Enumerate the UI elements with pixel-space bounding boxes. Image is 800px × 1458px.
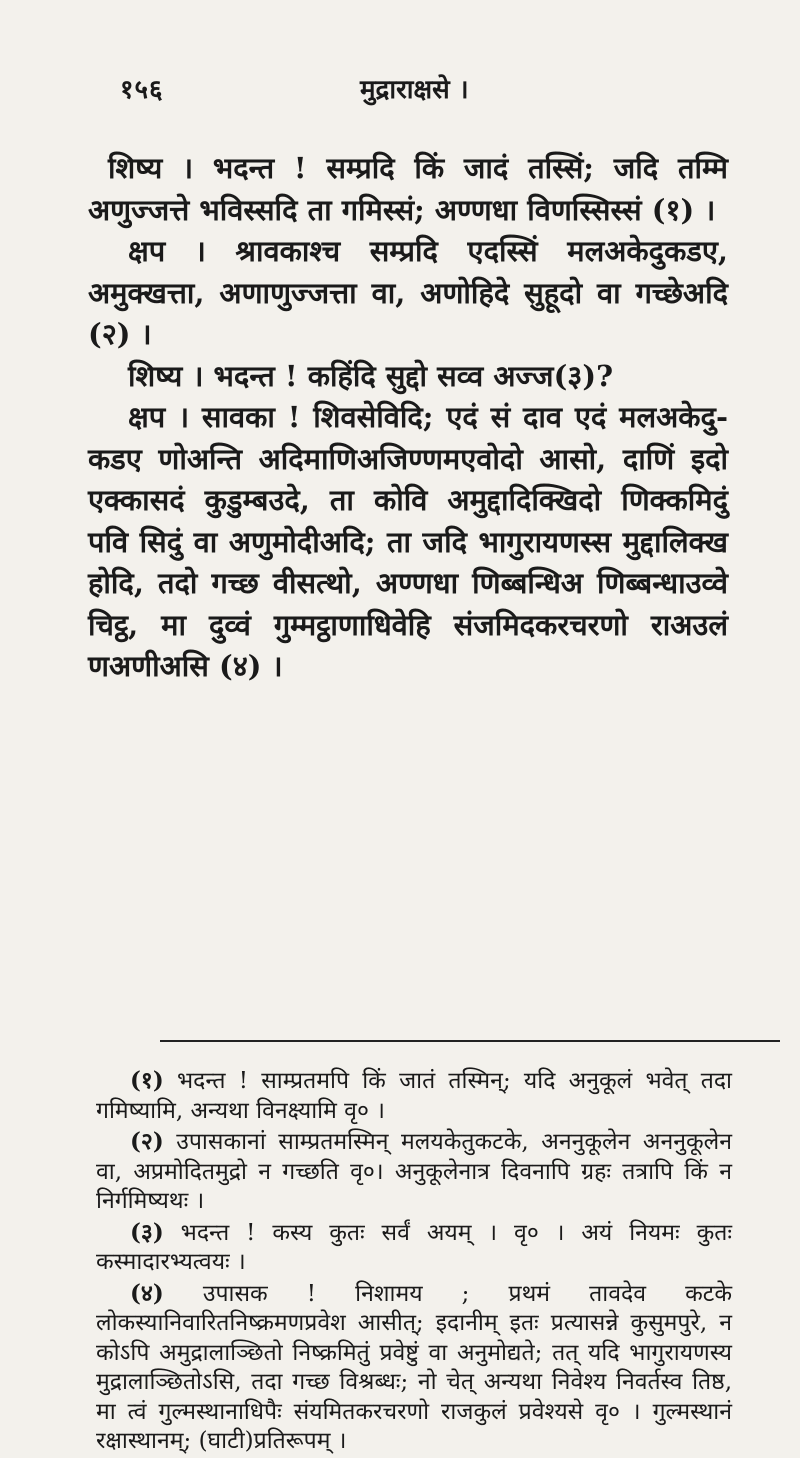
dialogue-paragraph: शिष्य । भदन्त ! कहिंदि सुद्दो सव्व अज्ज(३)? bbox=[128, 358, 614, 393]
page-header bbox=[0, 70, 800, 110]
footnote-mark: (२) bbox=[130, 1128, 164, 1155]
footnote-divider bbox=[160, 1040, 780, 1042]
footnote bbox=[96, 1127, 732, 1217]
footnote-text: भदन्त ! कस्य कुतः सर्वं अयम् । वृ० । अयं नियमः कुतः कस्मादारभ्यत्वयः । bbox=[96, 1219, 733, 1275]
footnote-text: उपासक ! निशामय ; प्रथमं तावदेव कटके लोकस्यानिवारितनिष्क्रमणप्रवेश आसीत्; इदानीम् इतः प्रत्यासन्ने कुसुमपुरे, न कोऽपि अमुद्रालाञ्छितो निष्क्रमितुं प्रवेष्टुं वा अनुमोद्यते; तत् यदि भागुरायणस्य मुद्रालाञ्छितोऽसि, तदा गच्छ विश्रब्धः; नो चेत् अन्यथा निवेश्य निवर्तस्व तिष्ठ, मा त्वं गुल्मस्थानाधिपैः संयमितकरचरणो राजकुलं प्रवेश्यसे वृ० । गुल्मस्थानं रक्षास्थानम्; (घाटी)प्रतिरूपम् । bbox=[96, 1280, 733, 1454]
footnote-mark: (१) bbox=[130, 1067, 164, 1094]
footnote bbox=[96, 1279, 732, 1457]
footnote-text: उपासकानां साम्प्रतमस्मिन् मलयकेतुकटके, अननुकूलेन अननुकूलेन वा, अप्रमोदितमुद्रो न गच्छति वृ०। अनुकूलेनात्र दिवनापि ग्रहः तत्रापि किं न निर्गमिष्यथः । bbox=[96, 1129, 733, 1214]
footnotes bbox=[96, 1066, 732, 1458]
main-text bbox=[88, 148, 728, 688]
footnote bbox=[96, 1066, 732, 1126]
footnote-mark: (३) bbox=[130, 1218, 164, 1246]
page-number: १५६ bbox=[120, 75, 164, 105]
footnote bbox=[96, 1218, 732, 1278]
footnote-mark: (४) bbox=[130, 1279, 164, 1307]
dialogue-paragraph: क्षप । सावका ! शिवसेविदि; एदं सं दाव एदं मलअकेदु-कडए णोअन्ति अदिमाणिअजिण्णमएवोदो आसो, दाणिं इदो एक्कासदं कुडुम्बउदे, ता कोवि अमुद्दादिक्खिदो णिक्कमिदुं पवि सिदुं वा अणुमोदीअदि; ता जदि भागुरायणस्स मुद्दालिक्ख होदि, तदो गच्छ वीसत्थो, अण्णधा णिब्बन्धिअ णिब्बन्धाउव्वे चिट्ठ, मा दुव्वं गुम्मट्ठाणाधिवेहि संजमिदकरचरणो राअउलं णअणीअसि (४) । bbox=[88, 400, 728, 683]
running-title: मुद्राराक्षसे । bbox=[360, 75, 469, 105]
footnote-text: भदन्त ! साम्प्रतमपि किं जातं तस्मिन्; यदि अनुकूलं भवेत् तदा गमिष्यामि, अन्यथा विनक्ष्यामि वृ० । bbox=[96, 1068, 733, 1124]
dialogue-paragraph: क्षप । श्रावकाश्च सम्प्रदि एदस्सिं मलअकेदुकडए, अमुक्खत्ता, अणाणुज्जत्ता वा, अणोहिदे सुहूदो वा गच्छेअदि (२) । bbox=[88, 234, 728, 351]
dialogue-paragraph: शिष्य । भदन्त ! सम्प्रदि किं जादं तस्सिं; जदि तम्मि अणुज्जत्ते भविस्सदि ता गमिस्सं; अण्णधा विणस्सिस्सं (१) । bbox=[88, 151, 728, 227]
